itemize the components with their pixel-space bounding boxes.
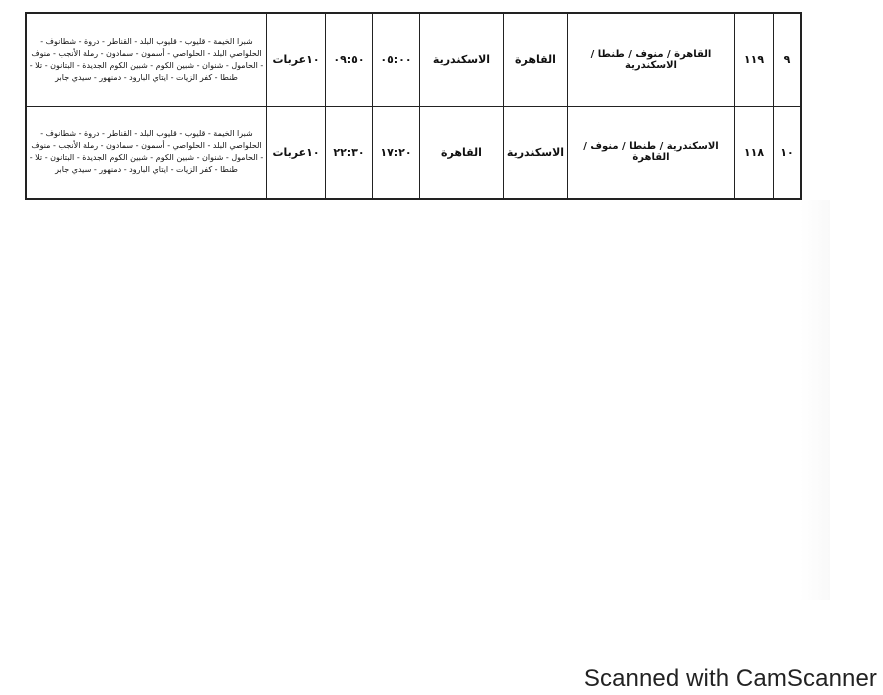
route-cell: القاهرة / منوف / طنطا / الاسكندرية <box>568 13 735 106</box>
scan-edge-shadow <box>800 200 830 600</box>
departure-time-cell: ١٧:٢٠ <box>373 106 420 199</box>
arrival-time-cell: ٢٢:٣٠ <box>326 106 373 199</box>
table-row <box>26 13 801 106</box>
car-count-cell: ١٠عربات <box>267 13 326 106</box>
stops-cell: شبرا الخيمة - قليوب - قليوب البلد - القناطر - دروة - شطانوف - الحلواصي البلد - الحلواصي - أسمون - سمادون - رملة الأنجب - منوف - الحامول - شنوان - شبين الكوم - شبين الكوم الجديدة - البتانون - تلا - طنطا - كفر الزيات - ايتاي البارود - دمنهور - سيدي جابر <box>26 13 267 106</box>
train-number-cell: ١١٨ <box>735 106 774 199</box>
camscanner-watermark: Scanned with CamScanner <box>583 665 877 692</box>
row-number-cell: ٩ <box>774 13 802 106</box>
arrival-time-cell: ٠٩:٥٠ <box>326 13 373 106</box>
route-cell: الاسكندرية / طنطا / منوف / القاهرة <box>568 106 735 199</box>
row-number-cell: ١٠ <box>774 106 802 199</box>
table-row <box>26 106 801 199</box>
destination-cell: الاسكندرية <box>420 13 504 106</box>
destination-cell: القاهرة <box>420 106 504 199</box>
train-schedule-table <box>25 12 802 200</box>
origin-cell: القاهرة <box>504 13 568 106</box>
car-count-cell: ١٠عربات <box>267 106 326 199</box>
origin-cell: الاسكندرية <box>504 106 568 199</box>
stops-cell: شبرا الخيمة - قليوب - قليوب البلد - القناطر - دروة - شطانوف - الحلواصي البلد - الحلواصي - أسمون - سمادون - رملة الأنجب - منوف - الحامول - شنوان - شبين الكوم - شبين الكوم الجديدة - البتانون - تلا - طنطا - كفر الزيات - ايتاي البارود - دمنهور - سيدي جابر <box>26 106 267 199</box>
train-number-cell: ١١٩ <box>735 13 774 106</box>
departure-time-cell: ٠٥:٠٠ <box>373 13 420 106</box>
